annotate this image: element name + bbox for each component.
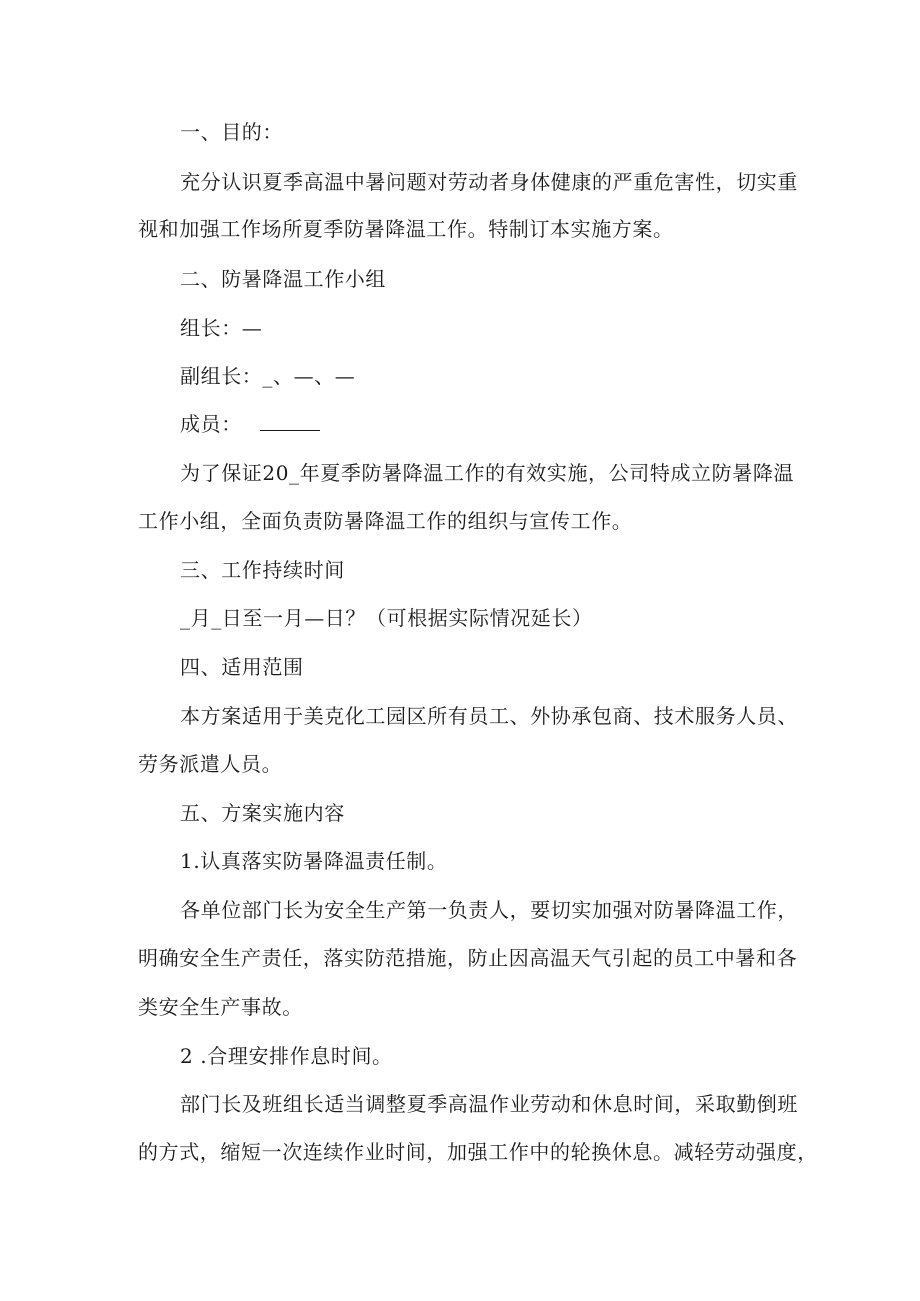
item-2-heading: 2 .合理安排作息时间。 [180,1044,393,1068]
paragraph-line: 部门长及班组长适当调整夏季高温作业劳动和休息时间，采取勤倒班 [180,1092,798,1116]
paragraph-line: 视和加强工作场所夏季防暑降温工作。特制订本实施方案。 [138,217,674,241]
members [180,412,320,436]
duration-text: _月_日至一月—日？（可根据实际情况延长） [180,606,593,630]
paragraph-line: 本方案适用于美克化工园区所有员工、外协承包商、技术服务人员、 [180,704,798,728]
heading-implementation: 五、方案实施内容 [180,801,345,825]
paragraph-line: 各单位部门长为安全生产第一负责人，要切实加强对防暑降温工作， [180,898,798,922]
heading-duration: 三、工作持续时间 [180,558,345,582]
members-blank [260,416,320,431]
paragraph-line: 工作小组，全面负责防暑降温工作的组织与宣传工作。 [138,509,633,533]
members-label: 成员： [180,412,242,436]
heading-working-group: 二、防暑降温工作小组 [180,267,386,291]
paragraph-line: 的方式，缩短一次连续作业时间，加强工作中的轮换休息。减轻劳动强度， [138,1140,818,1164]
paragraph-line: 类安全生产事故。 [138,995,303,1019]
item-1-heading: 1.认真落实防暑降温责任制。 [180,849,448,873]
group-leader: 组长：— [180,316,263,340]
paragraph-line: 劳务派遣人员。 [138,752,283,776]
paragraph-line: 为了保证20_年夏季防暑降温工作的有效实施，公司特成立防暑降温 [180,461,795,485]
deputy-group-leader: 副组长：_、—、— [180,364,356,388]
paragraph-line: 明确安全生产责任，落实防范措施，防止因高温天气引起的员工中暑和各 [138,946,798,970]
heading-purpose: 一、目的： [180,120,283,144]
paragraph-line: 充分认识夏季高温中暑问题对劳动者身体健康的严重危害性，切实重 [180,170,798,194]
heading-scope: 四、适用范围 [180,655,304,679]
